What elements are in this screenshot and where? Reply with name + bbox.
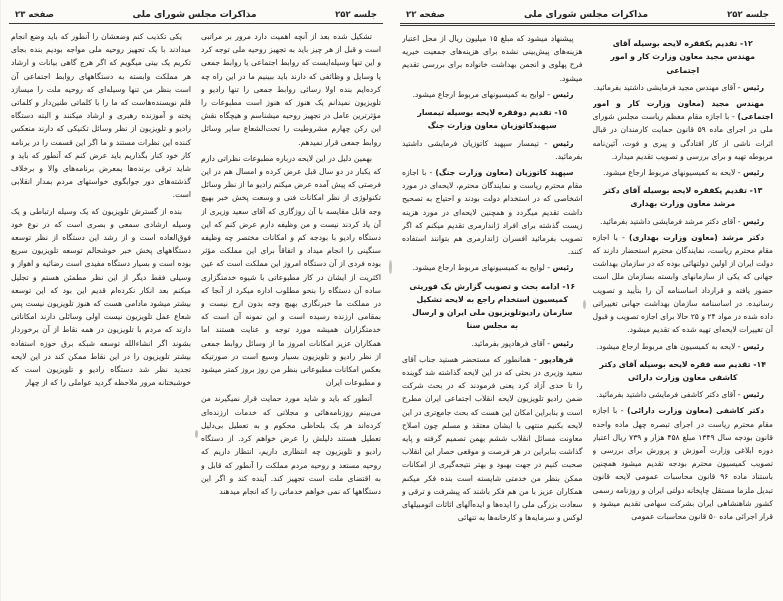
speaker-name: فرهادپور (539, 354, 574, 364)
speaker-name: رئیس (552, 138, 574, 148)
speaker-name: رئیس (742, 390, 764, 400)
header-rule (9, 23, 383, 24)
page-22-columns (398, 30, 777, 582)
header-rule (400, 23, 775, 26)
speaker-name: رئیس (742, 82, 764, 92)
paragraph: رئیس - لوایح به کمیسیونهای مربوط ارجاع میشود. (412, 89, 574, 99)
paragraph: مهندس مجید (معاون وزارت کار و امور اجتماعی) - با اجازه مقام معظم ریاست مجلس شورای ملی در اجرای ماده ۵۹ قانون حمایت کارمندان در قبال اثرات ناشی از کار افتادگی و پیری و فوت، آئین‌نامه مربوطه تهیه و برای بررسی و تصویب تقدیم میدارد. (592, 98, 773, 161)
page-number-label: صفحه ۲۳ (15, 10, 54, 20)
page-22-header (398, 8, 777, 23)
speaker-name: دکتر مرشد (معاون وزارت بهداری) (629, 232, 764, 242)
section-heading: ۱۶- ادامه بحث و تصویب گزارش یک فوریتی کمیسیون استخدام راجع به لایحه تشکیل سازمان رادیوتلویزیون ملی ایران و ارسال به مجلس سنا (409, 281, 576, 331)
speaker-name: رئیس (552, 338, 574, 348)
paragraph: آنطور که باید و شاید مورد حمایت قرار نمیگیرند من می‌بینم روزنامه‌هائی و مجلاتی که خدمات ارزنده‌ای کرده‌اند هر یک بلحاظی محکوم و به تعطیل بی‌دلیل تعطیل هستند دلیلش را عرض خواهم کرد. از دستگاه رادیو و تلویزیون چه انتظاری داریم، انتظار داریم که روحیه مستعد و روحیه مردم مملکت را آنطور که قابل و به اقتضای ملت است تجهیز کند. آینده کند و اگر این دستگاهها که نمی خواهم خدماتی را که انجام میدهند (201, 394, 381, 496)
scan-speck (389, 260, 392, 274)
paragraph: دکتر کاشفی (معاون وزارت دارائی) - با اجازه مقام محترم ریاست در اجرای تبصره چهل ماده واحده قانون بودجه سال ۱۳۴۹ مبلغ ۴۵۸ هزار و ۷۳۹ ریال اعتبار دوره ابلاغی وزارت آموزش و پرورش برای بررسی و تصویب کمیسیون محترم بودجه تقدیم میشود همچنین باستناد ماده ۹۶ قانون محاسبات عمومی لایحه قانون تبدیل ملزما مستقل چاپخانه دولتی ایران و روزنامه رسمی کشور شاهنشاهی ایران بشرکت سهامی تقدیم میشود و قرار اجرائی ماده ۵۰ قانون محاسبات عمومی (592, 406, 773, 522)
paragraph: رئیس - آقای دکتر کاشفی فرمایشی داشتید بفرمائید. (596, 390, 764, 400)
page-22-column-2 (402, 32, 583, 580)
page-number-label: صفحه ۲۲ (406, 10, 445, 20)
speaker-name: رئیس (552, 89, 574, 99)
page-23 (0, 0, 391, 601)
paragraph: بنده از گسترش تلویزیون که یک وسیله ارتباطی و یک وسیله ارشادی سمعی و بصری است که در نوع خود فوق‌العاده است و از رشد این دستگاه از نظر توسعه دستگاههای پخش خبر خوشحالم توسعه تلویزیون سریع بوده است و بسیار دستگاه مفیدی است رضائیه و اهواز و وسیلی فقط دیگر از این نظر مطمئن هستم و تجلیل میکنم بعد انکار نکرده‌ام قدیم این بود که این توسعه بیشتر میشود مادامی هست که هنوز تلویزیون نیست پس شعاع عمل تلویزیون نیست اولی وسائلی دارند امکاناتی دارند که مردم با تلویزیون در همه نقاط از آن برخوردار بشوند اگر انشاءالله توسعه شبکه برق حوزه استفاده بیشتر تلویزیون را در این نقاط ممکن کند در این لایحه تجدید نظر شد دستگاه رادیو و تلویزیون است که خوشبختانه مرور ملاحظه گردید عواملی را که از چهار (11, 206, 191, 388)
section-heading: ۱۴- تقدیم سه فقره لایحه بوسیله آقای دکتر کاشفی معاون وزارت دارائی (599, 359, 766, 382)
paragraph: فرهادپور - همانطور که مستحضر هستید جناب آقای سعید وزیری در بحثی که در این لایحه گذاشته شد گوینده را تا حدی آزاد کرد یعنی فرمودند که در بحث شرکت ضمن رادیو تلویزیون لایحه انقلاب اجتماعی ایران مطرح است و بنابراین امکان این هست که بحث جامع‌تری در این لایحه بکنیم منتهی با ایشان معتقد و مسلم چون اصلاح معاونت مسائل انقلاب ششم بهمن تصمیم گرفته و پایه گذاشت بنابراین در هر فرصت و موقعی حصار این انقلاب صحبت کنیم در جهت بهبود و بهتر نتیجه‌گیری از امکانات ممکن بنظر من خدمتی شایسته است بنده فکر میکنم همکاران عزیز با من هم فکر باشند که پیشرفت و ترقی و سعادت بزرگی ملی را ایده‌ها و ایده‌آلهای اثاثات اتومبیلهای لوکس و سرمایه‌ها و کارخانه‌ها به تنهائی (402, 354, 583, 523)
scan-speck (195, 430, 198, 438)
page-title: مذاکرات مجلس شورای ملی (524, 10, 649, 20)
paragraph: سپهبد کاتوزیان (معاون وزارت جنگ) - با اجازه مقام محترم ریاست و نمایندگان محترم، لایحه‌ای در مورد اشخاصی که در استخدام دولت بودند و احتیاج به تصحیح داشت تقدیم میگردد و همچنین لایحه‌ای در مورد هزینه زیست گذشته برای افراد ژاندارمری تقدیم میکنم که اگر تصویب بفرمائید افسران ژاندارمری هم بتوانند استفاده کنند. (402, 167, 583, 257)
paragraph: یکی تکذیب کنم وضعشان را آنطور که باید وضع انجام میدادند با یک تجهیز روحیه ملی مواجه بودیم بنده بجای تکریم یک بیتی میگویم که اگر هرج گاهی بیانات و ارشاد هر مملکت وابسته به دستگاههای روابط اجتماعی آن است بنظر من تنها وسیله‌ای که روحیه ملت را میسازد قلم نویسنده‌هاست که ما را با کلماتی طنین‌دار و کلماتی پخته و آموزنده رهبری و ارشاد میکنند و البته دستگاه رادیو و تلویزیون از نظر وسائل تکنیکی که دارند منعکس کننده این نظرات مستند و ما اگر این قسمت را در برنامه کار خود کنار بگذاریم باید عرض کنم که آنطور که باید و شاید ترقی برنده‌ها بمعرض برنامه‌های والا و برخلاف گذشته‌های دور جوابگوی خواستهای مردم بمدار انقلابی است. (11, 32, 191, 200)
page-22-column-1 (593, 32, 774, 580)
paragraph: رئیس - لوایح به کمیسیونهای مربوط ارجاع میشود. (412, 263, 574, 273)
paragraph: پیشنهاد میشود که مبلغ ۱۵ میلیون ریال از محل اعتبار هزینه‌های پیش‌بینی نشده برای هزینه‌های جمعیت خیریه فرح پهلوی و انجمن بهداشت خانواده برای بررسی تقدیم میشود. (402, 34, 583, 83)
page-23-columns (7, 28, 385, 580)
paragraph: رئیس - آقای مهندس مجید فرمایشی داشتید بفرمائید. (593, 82, 764, 92)
paragraph: رئیس - آقای فرهادپور بفرمائید. (471, 338, 574, 348)
page-23-column-1 (201, 30, 381, 578)
speaker-name: رئیس (742, 167, 764, 177)
speaker-name: رئیس (742, 216, 764, 226)
speaker-name: رئیس (742, 341, 764, 351)
speaker-name: مهندس مجید (معاون وزارت کار و امور اجتماعی) (592, 98, 773, 122)
session-label: جلسه ۲۵۲ (727, 10, 769, 20)
section-heading: ۱۳- تقدیم یکفقره لایحه بوسیله آقای دکتر مرشد معاون وزارت بهداری (603, 186, 763, 209)
paragraph: دکتر مرشد (معاون وزارت بهداری) - با اجازه مقام محترم ریاست، نمایندگان محترم استحضار دارند که دولت ایران از اولین دولتهائی بوده که در سازمان بهداشت جهانی که یکی از سازمانهای وابسته بسازمان ملل است حضور یافته و قرارداد اساسنامه آن را بتأیید و تصویب رسانیده. در اساسنامه سازمان بهداشت جهانی تغییراتی داده شده در مواد ۲۴ و ۲۵ حالا برای اجازه تصویب و قبول آن تغییرات لایحه‌ای تهیه شده که تقدیم میشود. (592, 232, 773, 335)
paragraph: تشکیل شده بعد از آنچه اهمیت دارد مرور بر مراتبی است و قبل از هر چیز باید به تجهیز روحیه ملی توجه کرد و این تنها وسیله‌ایست که روابط اجتماعی یا روابط جمعی یا وسایل و وظائفی که دارند باید ببینیم ما در این راه چه کرده‌ایم بنده اولا رسائی روابط جمعی را تنها رادیو و تلویزیون نمیدانم یک هنوز که هنوز است مطبوعات را مؤثرترین عامل در تجهیز روحیه میشناسم و هیچگاه نقش این رکن چهارم مشروطیت را تحت‌الشعاع سایر وسائل روابط جمعی قرار نمیدهم. (201, 32, 381, 147)
speaker-name: دکتر کاشفی (معاون وزارت دارائی) (627, 406, 764, 416)
page-23-column-2 (11, 30, 191, 578)
paragraph: رئیس - لایحه به کمیسیون های مربوط ارجاع میشود. (596, 341, 764, 351)
speaker-name: سپهبد کاتوزیان (معاون وزارت جنگ) (435, 167, 574, 177)
page-23-header (7, 8, 385, 23)
paragraph: بهمین دلیل در این لایحه درباره مطبوعات نظراتی دارم که یکبار در دو سال قبل عرض کرده و امسال هم در این فرصتی که پیش آمده عرض میکنم رادیو ما از نظر وسائل تکنولوژی از نظر امکانات فنی و وسعت پخش خبر بهیچ وجه قابل مقایسه با آن روزگاری که آقای سعید وزیری از آن یاد کردند نیست و من وظیفه دارم عرض کنم که این دستگاه رادیو با بودجه کم و امکانات مختصر چه وظیفه سنگینی را انجام میداد و اتفاقاً برای این مملکت مؤثر بوده فردی از آن دستگاه امروز این مملکت است که عین اکثریت از ایشان در کار مطبوعاتی با شیوه خدمتگزاری ساده آن دستگاه را بنحو مطلوب اداره میکرد از آنجا که در مملکت ما خبرنگاری بهیچ وجه بدون ارج نیست و بمقامی ارزنده رسیده است و این نمونه آن است که خدمتگزاران همیشه مورد توجه و عنایت هستند اما همکاران عزیز امکانات امروز ما از وسائل روابط جمعی از نظر رادیو و تلویزیون بسیار وسیع است در صورتیکه بعکس امکانات مطبوعاتی بنظر من روز بروز کمتر میشود و مطبوعات ایران (201, 153, 381, 388)
scan-speck (583, 300, 586, 309)
paragraph: رئیس - لایحه به کمیسیونهای مربوط ارجاع میشود. (603, 167, 764, 177)
paragraph: رئیس - آقای دکتر مرشد فرمایشی داشتید بفرمائید. (600, 216, 764, 226)
paragraph: رئیس - تیمسار سپهبد کاتوزیان فرمایشی داشتید بفرمائید. (402, 138, 583, 161)
speaker-name: رئیس (552, 263, 574, 273)
section-heading: ۱۲- تقدیم یکفقره لایحه بوسیله آقای مهندس مجید معاون وزارت کار و امور اجتماعی (610, 39, 755, 75)
page-22 (392, 0, 783, 601)
session-label: جلسه ۲۵۲ (335, 10, 377, 20)
page-title: مذاکرات مجلس شورای ملی (132, 10, 257, 20)
section-heading: ۱۵- تقدیم دوفقره لایحه بوسیله تیمسار سپهبدکاتوزیان معاون وزارت جنگ (417, 108, 568, 131)
